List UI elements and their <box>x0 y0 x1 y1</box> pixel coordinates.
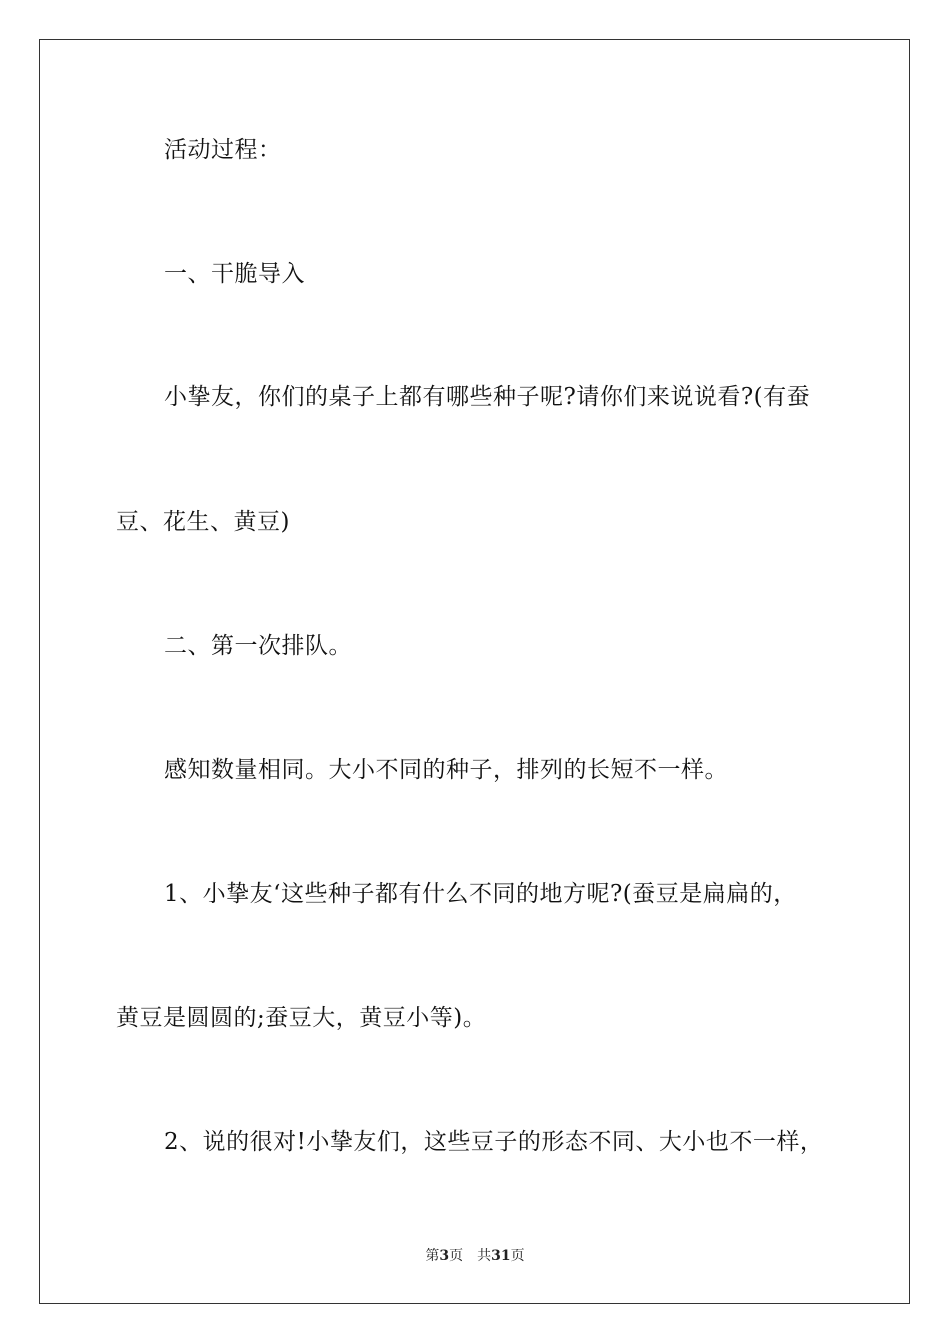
page-total-number: 31 <box>491 1248 511 1264</box>
paragraph-line: 1、小挚友‘这些种子都有什么不同的地方呢?(蚕豆是扁扁的， <box>164 881 797 907</box>
heading-activity-process: 活动过程： <box>164 137 282 163</box>
section-heading-1: 一、干脆导入 <box>164 261 305 287</box>
paragraph-line: 感知数量相同。大小不同的种子，排列的长短不一样。 <box>164 757 728 783</box>
page-current-number: 3 <box>439 1248 450 1264</box>
paragraph-line: 黄豆是圆圆的;蚕豆大，黄豆小等)。 <box>116 1005 487 1031</box>
paragraph-line: 2、说的很对!小挚友们，这些豆子的形态不同、大小也不一样， <box>164 1129 824 1155</box>
total-label-unit: 页 <box>510 1248 525 1264</box>
page-footer <box>0 1247 950 1265</box>
paragraph-line: 小挚友，你们的桌子上都有哪些种子呢?请你们来说说看?(有蚕 <box>164 384 811 410</box>
total-label-prefix: 共 <box>477 1248 492 1264</box>
page-label-unit: 页 <box>449 1248 464 1264</box>
page-border <box>39 39 910 1304</box>
section-heading-2: 二、第一次排队。 <box>164 633 352 659</box>
page-label-prefix: 第 <box>425 1248 440 1264</box>
paragraph-line: 豆、花生、黄豆) <box>116 509 290 535</box>
